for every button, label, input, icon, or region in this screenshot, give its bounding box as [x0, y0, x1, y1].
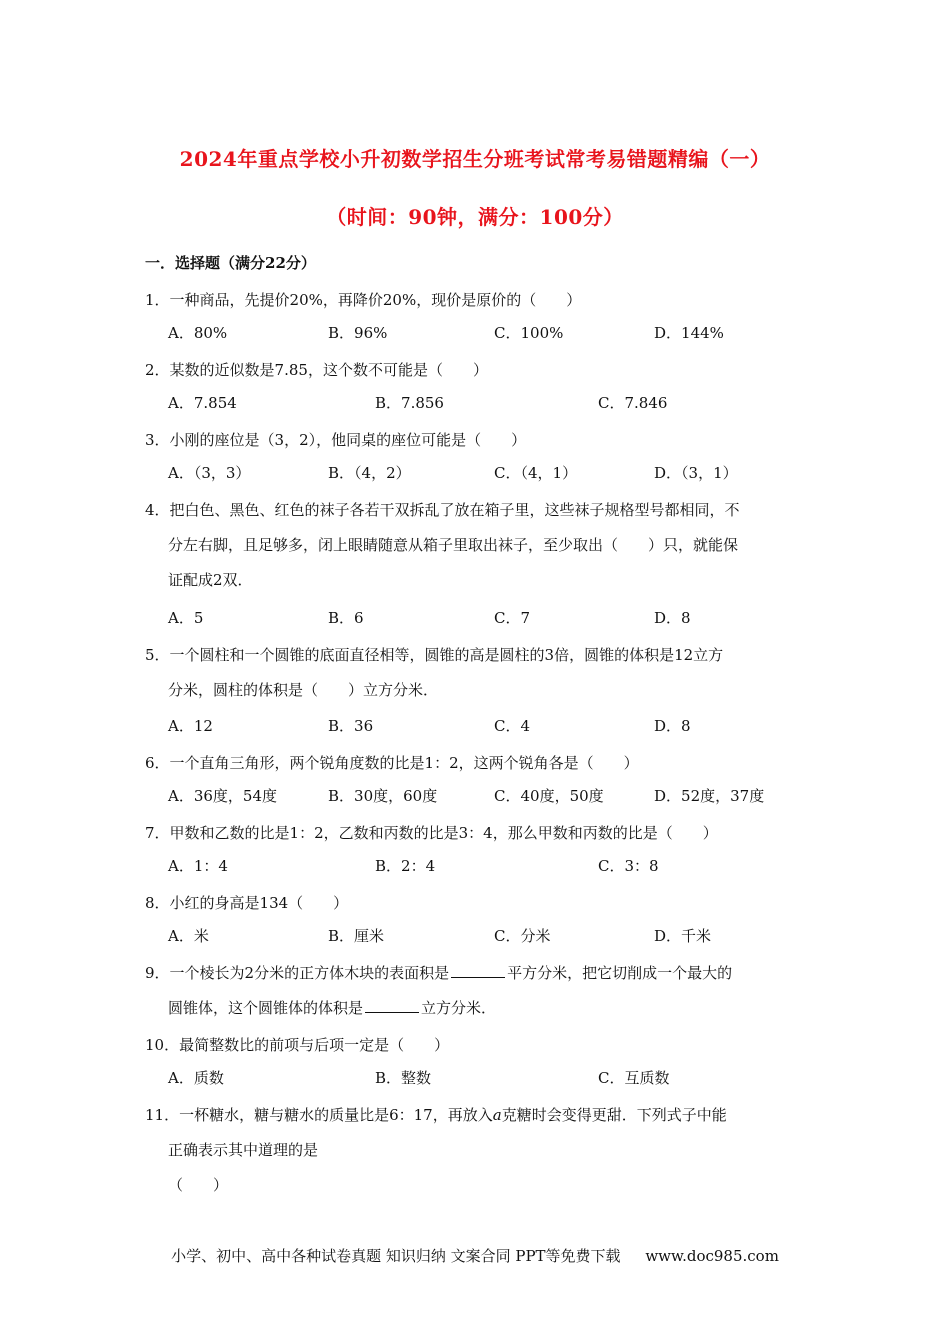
question-text: 最简整数比的前项与后项一定是（ ）	[179, 1036, 450, 1054]
option-b: B．30度，60度	[328, 787, 438, 805]
option-c: C．40度，50度	[494, 787, 604, 805]
question-number: 4．	[145, 501, 170, 519]
option-d: D．8	[654, 609, 691, 627]
option-a: A．5	[168, 609, 204, 627]
options-2	[168, 392, 808, 416]
question-text-part-2: 平方分米，把它切削成一个最大的	[507, 964, 733, 982]
question-number: 10．	[145, 1036, 180, 1054]
option-c: C．分米	[494, 927, 551, 945]
option-b: B．整数	[375, 1069, 432, 1087]
variable-a: a	[492, 1106, 502, 1124]
question-9	[145, 956, 810, 1026]
question-text-line-1: 一个圆柱和一个圆锥的底面直径相等，圆锥的高是圆柱的3倍，圆锥的体积是12立方	[169, 646, 724, 664]
question-11	[145, 1098, 810, 1203]
options-8	[168, 925, 808, 949]
option-c: C．7.846	[598, 394, 668, 412]
question-number: 6．	[145, 754, 170, 772]
option-b: B．厘米	[328, 927, 385, 945]
question-text: 小红的身高是134（ ）	[169, 894, 349, 912]
option-d: D．（3，1）	[654, 464, 738, 482]
question-text-part-1: 一杯糖水，糖与糖水的质量比是6：17，再放入	[179, 1106, 493, 1124]
option-a: A．7.854	[168, 394, 237, 412]
question-2	[145, 353, 810, 388]
question-10	[145, 1028, 810, 1063]
option-a: A．12	[168, 717, 213, 735]
option-a: A．（3，3）	[168, 464, 251, 482]
question-3	[145, 423, 810, 458]
question-text-line-1: 把白色、黑色、红色的袜子各若干双拆乱了放在箱子里，这些袜子规格型号都相同，不	[169, 501, 740, 519]
question-number: 9．	[145, 964, 170, 982]
options-4	[168, 607, 808, 631]
question-number: 8．	[145, 894, 170, 912]
question-text-part-4: 立方分米．	[421, 999, 497, 1017]
option-b: B．7.856	[375, 394, 444, 412]
question-text-line-3: 证配成2双．	[168, 571, 253, 589]
option-c: C．4	[494, 717, 531, 735]
question-text: 某数的近似数是7.85，这个数不可能是（ ）	[169, 361, 488, 379]
question-number: 2．	[145, 361, 170, 379]
option-b: B．（4，2）	[328, 464, 411, 482]
question-text: 甲数和乙数的比是1：2，乙数和丙数的比是3：4，那么甲数和丙数的比是（ ）	[169, 824, 718, 842]
option-a: A．质数	[168, 1069, 224, 1087]
question-6	[145, 746, 810, 781]
question-1	[145, 283, 810, 318]
answer-blank[interactable]	[451, 963, 505, 978]
options-10	[168, 1067, 808, 1091]
footer	[0, 1245, 950, 1266]
option-d: D．8	[654, 717, 691, 735]
question-text-line-2: 分左右脚，且足够多，闭上眼睛随意从箱子里取出袜子，至少取出（ ）只，就能保	[168, 536, 739, 554]
question-text-part-2: 克糖时会变得更甜．下列式子中能	[501, 1106, 727, 1124]
page-title: 2024年重点学校小升初数学招生分班考试常考易错题精编（一）	[179, 147, 771, 171]
question-text: 一种商品，先提价20%，再降价20%，现价是原价的（ ）	[169, 291, 582, 309]
option-c: C．互质数	[598, 1069, 670, 1087]
question-number: 11．	[145, 1106, 180, 1124]
options-1	[168, 322, 808, 346]
option-a: A．米	[168, 927, 209, 945]
question-text: 一个直角三角形，两个锐角度数的比是1：2，这两个锐角各是（ ）	[169, 754, 639, 772]
option-b: B．6	[328, 609, 364, 627]
question-text-part-3: 圆锥体，这个圆锥体的体积是	[168, 999, 364, 1017]
option-b: B．2：4	[375, 857, 436, 875]
question-text-line-2: 正确表示其中道理的是	[168, 1141, 319, 1159]
option-a: A．1：4	[168, 857, 228, 875]
question-text-part-1: 一个棱长为2分米的正方体木块的表面积是	[169, 964, 450, 982]
page-subtitle: （时间：90钟，满分：100分）	[326, 205, 624, 229]
question-number: 1．	[145, 291, 170, 309]
answer-parentheses: （ ）	[168, 1176, 229, 1194]
question-text: 小刚的座位是（3，2），他同桌的座位可能是（ ）	[169, 431, 527, 449]
option-b: B．36	[328, 717, 374, 735]
question-4	[145, 493, 810, 598]
options-3	[168, 462, 808, 486]
option-a: A．80%	[168, 324, 228, 342]
option-c: C．3：8	[598, 857, 659, 875]
question-8	[145, 886, 810, 921]
option-c: C．（4，1）	[494, 464, 578, 482]
option-d: D．144%	[654, 324, 724, 342]
option-c: C．100%	[494, 324, 564, 342]
option-a: A．36度，54度	[168, 787, 278, 805]
option-b: B．96%	[328, 324, 388, 342]
question-number: 5．	[145, 646, 170, 664]
question-number: 3．	[145, 431, 170, 449]
options-5	[168, 715, 808, 739]
option-d: D．千米	[654, 927, 712, 945]
option-d: D．52度，37度	[654, 787, 765, 805]
answer-blank[interactable]	[365, 998, 419, 1013]
options-6	[168, 785, 808, 809]
footer-url[interactable]: www.doc985.com	[645, 1247, 779, 1265]
question-number: 7．	[145, 824, 170, 842]
options-7	[168, 855, 808, 879]
question-text-line-2: 分米，圆柱的体积是（ ）立方分米．	[168, 681, 439, 699]
question-5	[145, 638, 810, 708]
footer-text: 小学、初中、高中各种试卷真题 知识归纳 文案合同 PPT等免费下载	[171, 1247, 621, 1265]
section-heading: 一．选择题（满分22分）	[145, 254, 316, 272]
question-7	[145, 816, 810, 851]
option-c: C．7	[494, 609, 531, 627]
